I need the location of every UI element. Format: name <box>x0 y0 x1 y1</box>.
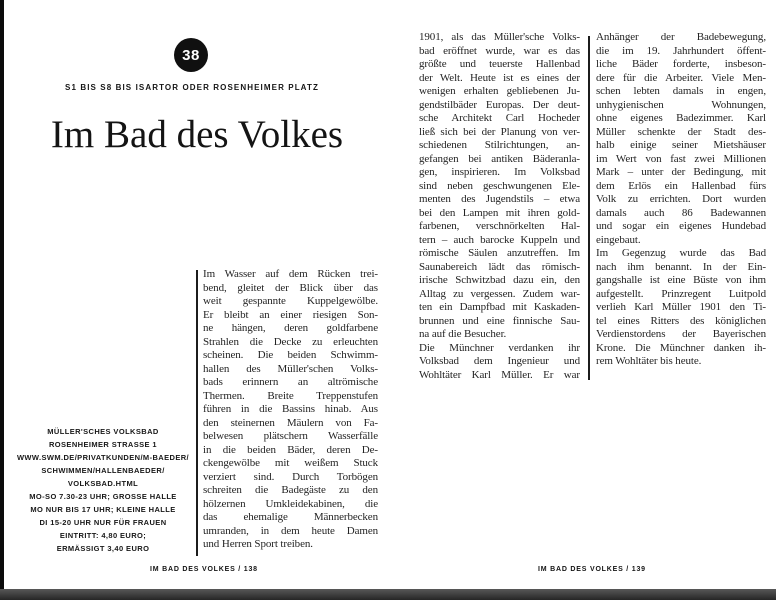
text-line: Krone. Die Münchner danken ih- <box>596 341 766 354</box>
text-line: Verdienstordens der Bayerischen <box>596 328 766 340</box>
info-line: MO NUR BIS 17 UHR; KLEINE HALLE <box>30 505 176 514</box>
text-line: schiedenen Stilrichtungen, an- <box>419 139 580 151</box>
text-line: rem Wohltäter bis heute. <box>596 355 702 367</box>
text-line: Wohltäter Karl Müller. Er war <box>419 368 580 381</box>
text-line: verziert sind. Durch Torbögen <box>203 470 378 483</box>
text-line: nach ihm benannt. In der Ein- <box>596 260 766 273</box>
text-line: farbenen, verschnörkelten Hal- <box>419 220 580 232</box>
chapter-number-badge <box>174 38 208 72</box>
text-line: menten des Jugendstils – etwa <box>419 193 580 205</box>
text-line: Saunabereich lädt das römisch- <box>419 260 580 273</box>
text-line: in die beiden Bäder, deren De- <box>203 443 378 456</box>
text-line: schreiten die Badegäste zu den <box>203 484 378 496</box>
transit-directions: S1 BIS S8 BIS ISARTOR ODER ROSENHEIMER PLATZ <box>65 83 319 92</box>
text-line: Volk zu errichten. Dort wurden <box>596 193 766 205</box>
chapter-number: 38 <box>182 46 200 64</box>
info-line: ROSENHEIMER STRASSE 1 <box>48 440 157 449</box>
info-line: MO-SO 7.30-23 UHR; GROSSE HALLE <box>29 492 177 501</box>
text-line: Im Wasser auf dem Rücken trei- <box>203 268 378 280</box>
info-line: ERMÄSSIGT 3,40 EURO <box>56 544 150 553</box>
text-line: Die Münchner verdanken ihr <box>419 341 580 354</box>
text-line: aufgestellt. Prinzregent Luitpold <box>596 287 766 300</box>
info-line: DI 15-20 UHR NUR FÜR FRAUEN <box>39 518 167 527</box>
text-line: umranden, in dem heute Damen <box>203 524 378 537</box>
text-line: ten ein Dampfbad mit Kaskaden- <box>419 301 580 313</box>
text-line: brunnen und eine finnische Sau- <box>419 314 580 327</box>
text-line: bend, gleitet der Blick über das <box>203 281 378 294</box>
body-column-2 <box>419 31 580 382</box>
text-line: den steinernen Mäulern von Fa- <box>203 416 378 429</box>
text-line: führen in die Bassins hinab. Aus <box>203 403 378 415</box>
text-line: Volksbad dem Ingenieur und <box>419 355 580 367</box>
info-line: VOLKSBAD.HTML <box>67 479 139 488</box>
text-line: damals auch 86 Badewannen <box>596 206 766 219</box>
text-line: bei den Lampen mit ihren gold- <box>419 206 580 219</box>
text-line: Er bleibt an einer riesigen Son- <box>203 308 378 321</box>
text-line: und Herren Sport treiben. <box>203 538 313 550</box>
text-line: Alltag zu vergessen. Zudem war- <box>419 287 580 300</box>
text-line: dem Erlös ein Hallenbad fürs <box>596 179 766 192</box>
column-divider-right <box>588 36 590 380</box>
text-line: tern – auch barocke Kuppeln und <box>419 233 580 246</box>
column-divider-left <box>196 270 198 556</box>
text-line: ckengewölbe mit weißem Stuck <box>203 457 378 469</box>
text-line: der Welt. Heute ist es eines der <box>419 71 580 84</box>
text-line: liche Bäder forderte, insbeson- <box>596 58 766 70</box>
scan-edge-left <box>0 0 4 600</box>
running-footer-right: IM BAD DES VOLKES / 139 <box>538 566 646 573</box>
text-line: sche Architekt Carl Hocheder <box>419 112 580 124</box>
text-line: halb einige seiner Mietshäuser <box>596 139 766 151</box>
text-line: hallen des Müller'schen Volks- <box>203 362 378 375</box>
chapter-title: Im Bad des Volkes <box>50 113 344 156</box>
text-line: hölzernen Umkleidekabinen, die <box>203 497 378 510</box>
info-line: EINTRITT: 4,80 EURO; <box>59 531 147 540</box>
text-line: sind neben geschwungenen Ele- <box>419 179 580 192</box>
body-column-3 <box>596 31 766 369</box>
text-line: verlieh Karl Müller 1901 den Ti- <box>596 301 766 313</box>
text-line: na auf die Besucher. <box>419 328 507 340</box>
text-line: scheinen. Die beiden Schwimm- <box>203 349 378 361</box>
text-line: Thermen. Breite Treppenstufen <box>203 389 378 402</box>
text-line: bad eröffnet wurde, war es das <box>419 44 580 57</box>
text-line: weit gespannte Kuppelgewölbe. <box>203 295 378 307</box>
text-line: gangshalle ist eine Büste von ihm <box>596 274 766 286</box>
text-line: bads erinnern an altrömische <box>203 376 378 388</box>
text-line: dere für die Arbeiter. Viele Men- <box>596 71 766 84</box>
text-line: belwesen plätschern Wasserfälle <box>203 430 378 442</box>
text-line: gen, inspirieren. Im Volksbad <box>419 166 580 178</box>
text-line: größte und teuerste Hallenbad <box>419 58 580 70</box>
text-line: die im 19. Jahrhundert öffent- <box>596 44 766 57</box>
text-line: schen lebten damals in engen, <box>596 85 766 97</box>
text-line: römische Säulen anzutreffen. Im <box>419 247 580 259</box>
text-line: irische Schwitzbad dazu ein, den <box>419 274 580 286</box>
text-line: Müller schenkte der Stadt des- <box>596 125 766 138</box>
text-line: unhygienischen Wohnungen, <box>596 98 766 111</box>
text-line: eingebaut. <box>596 233 641 246</box>
text-line: das ehemalige Männerbecken <box>203 511 378 523</box>
text-line: Anhänger der Badebewegung, <box>596 31 766 43</box>
text-line: Im Gegenzug wurde das Bad <box>596 247 766 259</box>
info-line: WWW.SWM.DE/PRIVATKUNDEN/M-BAEDER/ <box>16 453 190 462</box>
text-line: gefangen bei antiken Bäderanla- <box>419 152 580 165</box>
text-line: ne hängen, deren goldfarbene <box>203 322 378 334</box>
text-line: wenigen erhalten gebliebenen Ju- <box>419 85 580 97</box>
text-line: gendstilbäder Europas. Der deut- <box>419 98 580 111</box>
running-footer-left: IM BAD DES VOLKES / 138 <box>150 566 258 573</box>
info-line: SCHWIMMEN/HALLENBAEDER/ <box>41 466 165 475</box>
text-line: und sogar ein eigenes Hundebad <box>596 220 766 232</box>
text-line: 1901, als das Müller'sche Volks- <box>419 31 580 43</box>
text-line: ließ sich bei der Planung von ver- <box>419 125 580 138</box>
text-line: Mark – unter der Bedingung, mit <box>596 166 766 178</box>
info-block <box>14 425 192 555</box>
info-line: MÜLLER'SCHES VOLKSBAD <box>47 427 159 436</box>
text-line: im Wert von fast zwei Millionen <box>596 152 766 165</box>
text-line: ohne eigenes Badezimmer. Karl <box>596 112 766 124</box>
text-line: tel eines Ritters des königlichen <box>596 314 766 327</box>
scan-edge-bottom <box>0 589 776 600</box>
text-line: Strahlen die Decke zu erleuchten <box>203 335 378 348</box>
body-column-1 <box>203 268 378 552</box>
